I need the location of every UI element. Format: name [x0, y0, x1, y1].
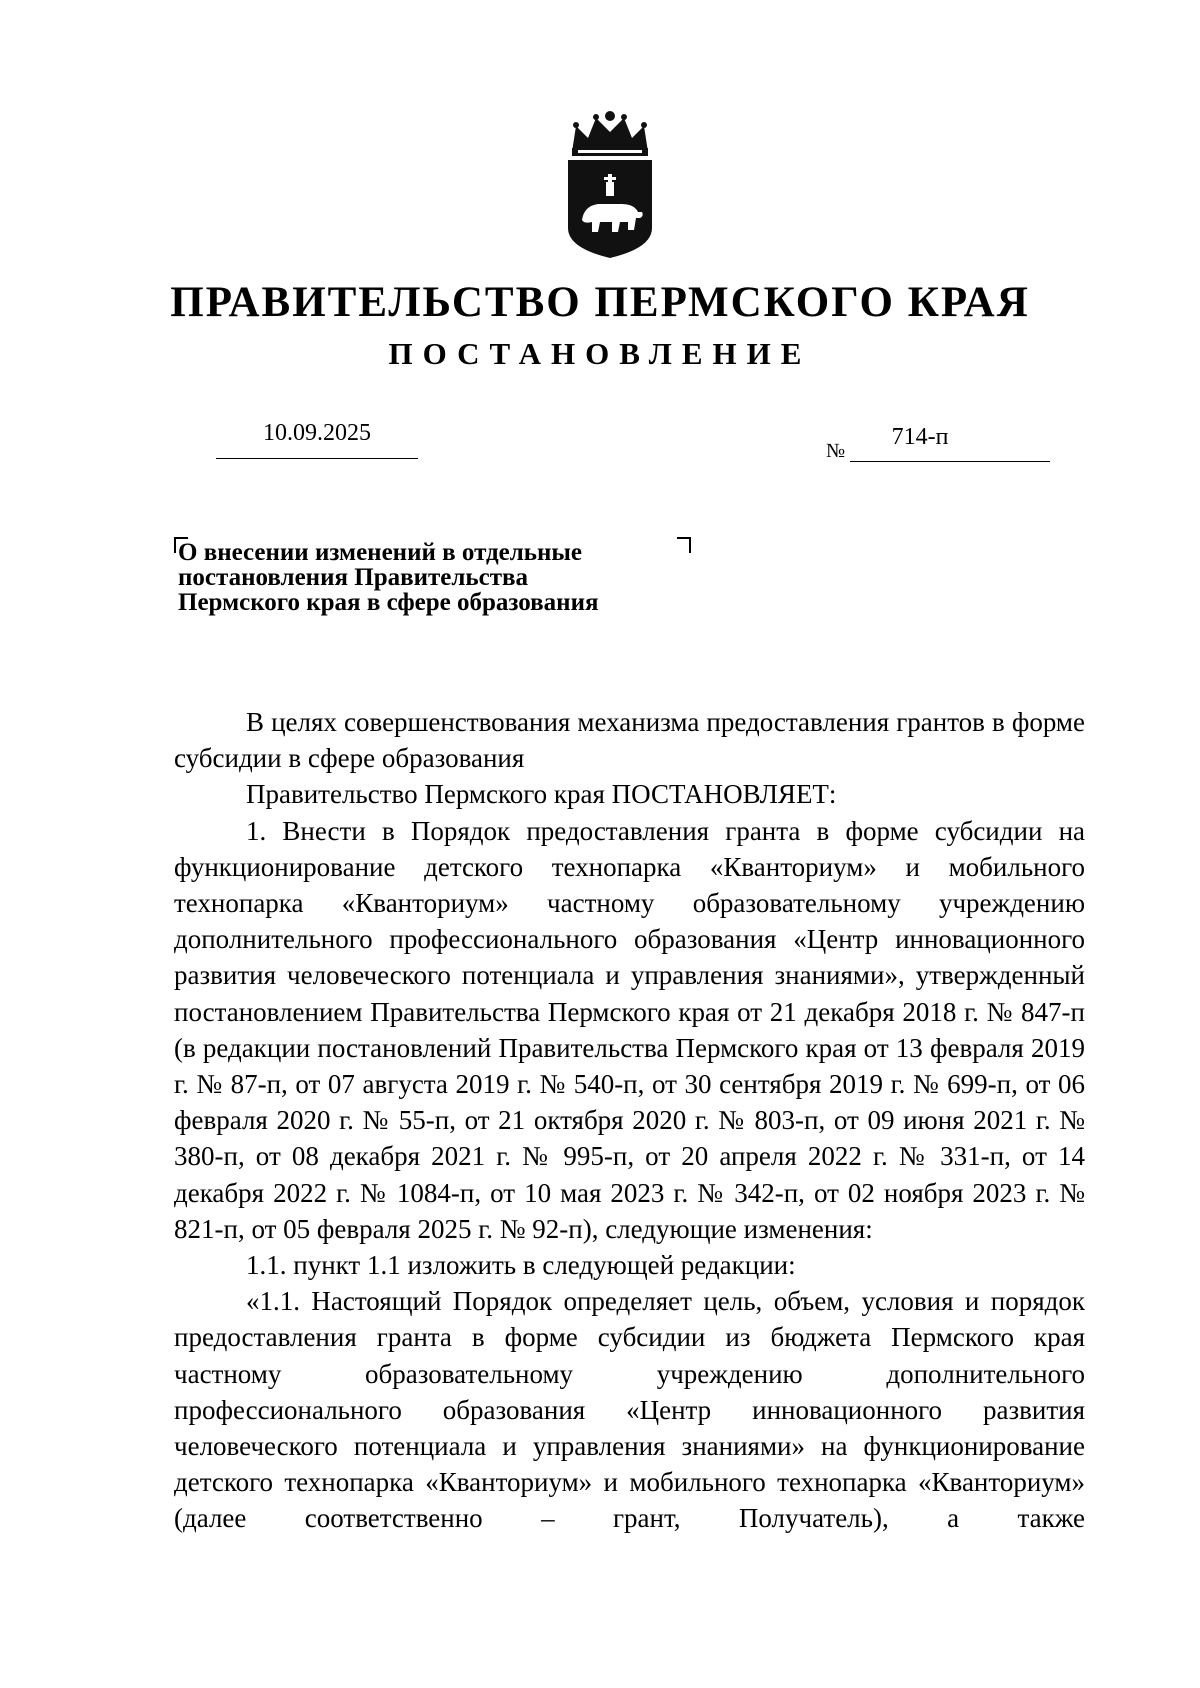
- subject-corner-right: [677, 537, 691, 553]
- document-body: [174, 704, 1085, 1537]
- document-type: ПОСТАНОВЛЕНИЕ: [388, 336, 812, 371]
- document-date: 10.09.2025: [263, 420, 371, 446]
- body-paragraph: 1.1. пункт 1.1 изложить в следующей редакции:: [246, 1250, 796, 1281]
- document-subject: [178, 540, 678, 615]
- body-paragraph: «1.1. Настоящий Порядок определяет цель, объем, условия и порядок предоставления гранта в форме субсидии из бюджета Пермского края частному образовательному учреждению дополнительного профессионального образования «Центр инновационного развития человеческого потенциала и управления знаниями» на функционирование детского технопарка «Кванториум» и мобильного технопарка «Кванториум» (далее соответственно – грант, Получатель), а также: [174, 1286, 1085, 1534]
- subject-line: Пермского края в сфере образования: [178, 589, 599, 616]
- number-underline: [850, 461, 1050, 462]
- body-paragraph: 1. Внести в Порядок предоставления гранта в форме субсидии на функционирование детского технопарка «Кванториум» и мобильного технопарка «Кванториум» частному образовательному учреждению дополнительного профессионального образования «Центр инновационного развития человеческого потенциала и управления знаниями», утвержденный постановлением Правительства Пермского края от 21 декабря 2018 г. № 847-п (в редакции постановлений Правительства Пермского края от 13 февраля 2019 г. № 87-п, от 07 августа 2019 г. № 540-п, от 30 сентября 2019 г. № 699-п, от 06 февраля 2020 г. № 55-п, от 21 октября 2020 г. № 803-п, от 09 июня 2021 г. № 380-п, от 08 декабря 2021 г. № 995-п, от 20 апреля 2022 г. № 331-п, от 14 декабря 2022 г. № 1084-п, от 10 мая 2023 г. № 342-п, от 02 ноября 2023 г. № 821-п, от 05 февраля 2025 г. № 92-п), следующие изменения:: [174, 815, 1085, 1244]
- number-sign: №: [826, 440, 846, 462]
- subject-line: постановления Правительства: [178, 564, 528, 591]
- government-title: ПРАВИТЕЛЬСТВО ПЕРМСКОГО КРАЯ: [170, 279, 1030, 326]
- date-underline: [216, 458, 418, 459]
- subject-line: О внесении изменений в отдельные: [178, 539, 583, 566]
- body-paragraph: В целях совершенствования механизма предоставления грантов в форме субсидии в сфере образования: [174, 707, 1085, 774]
- body-paragraph: Правительство Пермского края ПОСТАНОВЛЯЕТ:: [246, 779, 837, 810]
- coat-of-arms-icon: [562, 108, 658, 260]
- document-number: 714-п: [891, 424, 949, 450]
